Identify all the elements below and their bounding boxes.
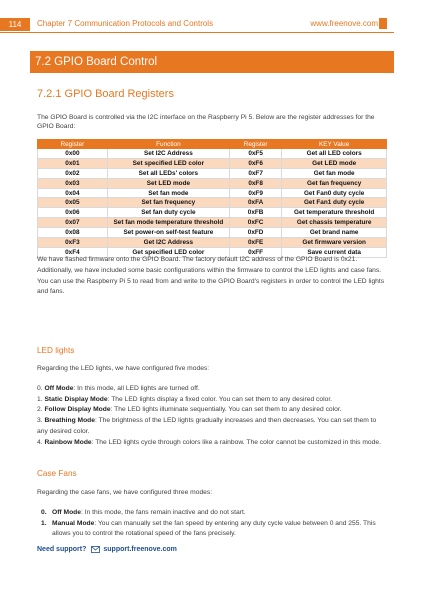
subsection-title: 7.2.1 GPIO Board Registers [37,88,174,100]
table-cell: Save current data [282,247,387,257]
table-row [38,218,387,228]
table-cell: Get fan frequency [282,178,387,188]
table-cell: 0xFF [229,247,281,257]
mode-description: : The LED lights illuminate sequentially. You can set them to any desired color. [110,406,342,414]
table-cell: 0xF6 [229,158,281,168]
mode-number: 4. [37,438,45,446]
led-intro: Regarding the LED lights, we have configured five modes: [37,365,210,372]
mode-number: 1. [41,519,47,527]
register-table [37,139,387,258]
table-cell: 0x04 [38,188,108,198]
table-cell: 0xFE [229,238,281,248]
support-label: Need support? [37,546,87,553]
fan-mode-text [52,508,246,519]
mode-name: Rainbow Mode [44,438,92,446]
fan-mode-item [37,519,387,540]
table-cell: Get LED mode [282,158,387,168]
table-cell: Get firmware version [282,238,387,248]
table-cell: 0x05 [38,198,108,208]
table-cell: Set fan duty cycle [107,208,229,218]
table-row [38,158,387,168]
table-cell: Get I2C Address [107,238,229,248]
table-cell: Set all LEDs' colors [107,168,229,178]
table-row [38,228,387,238]
led-mode-item [37,405,387,416]
table-cell: 0x06 [38,208,108,218]
table-cell: Set power-on self-test feature [107,228,229,238]
table-cell: 0x02 [38,168,108,178]
fan-mode-text [52,519,387,540]
table-cell: 0xF5 [229,149,281,159]
site-link[interactable]: www.freenove.com [310,19,378,28]
chapter-title: Chapter 7 Communication Protocols and Controls [37,19,214,28]
fan-intro: Regarding the case fans, we have configured three modes: [37,489,213,496]
mode-description: : You can manually set the fan speed by entering any duty cycle value between 0 and 255. This allows you to control the rotational speed of the fans precisely. [52,519,376,538]
table-row [38,188,387,198]
table-row [38,168,387,178]
table-cell: 0x00 [38,149,108,159]
mode-description: : In this mode, all LED lights are turned off. [73,385,200,392]
led-mode-item [37,438,387,449]
mode-name: Follow Display Mode [44,406,111,414]
table-row [38,178,387,188]
header-divider [0,32,394,33]
fan-heading: Case Fans [37,469,77,478]
table-cell: Set specified LED color [107,158,229,168]
mode-description: : In this mode, the fans remain inactive and do not start. [80,509,246,516]
table-cell: Set I2C Address [107,149,229,159]
column-header: Register [38,140,108,149]
table-cell: 0xF9 [229,188,281,198]
table-cell: Get fan mode [282,168,387,178]
mode-number: 0. [37,385,45,392]
table-cell: 0xFA [229,198,281,208]
mode-name: Manual Mode [52,519,95,527]
led-mode-item [37,384,387,395]
fan-mode-item [37,508,387,519]
mode-description: : The LED lights display a fixed color. You can set them to any desired color. [107,395,333,403]
table-cell: 0x03 [38,178,108,188]
led-heading: LED lights [37,346,75,355]
column-header: KEY Value [282,140,387,149]
table-row [38,238,387,248]
mode-name: Off Mode [52,509,81,516]
table-cell: Set fan mode [107,188,229,198]
table-cell: 0xFB [229,208,281,218]
table-cell: 0x08 [38,228,108,238]
column-header: Register [229,140,281,149]
mode-number: 0. [41,509,47,516]
table-cell: Get specified LED color [107,247,229,257]
table-row [38,149,387,159]
table-cell: Get brand name [282,228,387,238]
table-cell: Set fan mode temperature threshold [107,218,229,228]
table-cell: Get temperature threshold [282,208,387,218]
table-cell: Get Fan1 duty cycle [282,198,387,208]
flash-paragraph: We have flashed firmware onto the GPIO Board. The factory default I2C address of the GPIO Board is 0x21. Additionally, we have included some basic configurations within the firmware to control the LED lights and case fans. You can use the Raspberry Pi 5 to read from and write to the GPIO Board's registers in order to control the LED lights and fans. [37,256,385,296]
table-cell: 0xF4 [38,247,108,257]
mode-name: Off Mode [44,385,74,392]
mail-icon [91,546,100,553]
section-title: 7.2 GPIO Board Control [30,51,394,73]
mode-name: Breathing Mode [44,417,95,425]
mode-number: 2. [37,406,45,414]
mode-number: 3. [37,417,45,425]
table-cell: 0xF3 [38,238,108,248]
table-cell: Set fan frequency [107,198,229,208]
led-mode-list [37,384,387,448]
table-cell: Get all LED colors [282,149,387,159]
led-mode-item [37,416,387,437]
mode-description: : The LED lights cycle through colors like a rainbow. The color cannot be customized in this mode. [91,438,381,446]
table-header-row [38,140,387,149]
table-row [38,208,387,218]
support-line [37,546,177,553]
support-link[interactable]: support.freenove.com [103,546,177,553]
mode-name: Static Display Mode [44,395,108,403]
table-cell: 0xF7 [229,168,281,178]
mode-description: : The brightness of the LED lights gradually increases and then decreases. You can set them to any desired color. [37,417,377,435]
table-row [38,198,387,208]
table-cell: 0x01 [38,158,108,168]
table-cell: 0xFD [229,228,281,238]
table-cell: 0x07 [38,218,108,228]
page-number: 114 [0,18,30,31]
table-cell: 0xFC [229,218,281,228]
fan-mode-list [37,508,387,540]
column-header: Function [107,140,229,149]
header-accent-square [379,18,387,29]
intro-paragraph: The GPIO Board is controlled via the I2C interface on the Raspberry Pi 5. Below are the register addresses for the GPIO Board: [37,114,375,130]
table-cell: Set LED mode [107,178,229,188]
mode-number: 1. [37,395,45,403]
table-cell: 0xF8 [229,178,281,188]
table-cell: Get Fan0 duty cycle [282,188,387,198]
table-cell: Get chassis temperature [282,218,387,228]
led-mode-item [37,395,387,406]
